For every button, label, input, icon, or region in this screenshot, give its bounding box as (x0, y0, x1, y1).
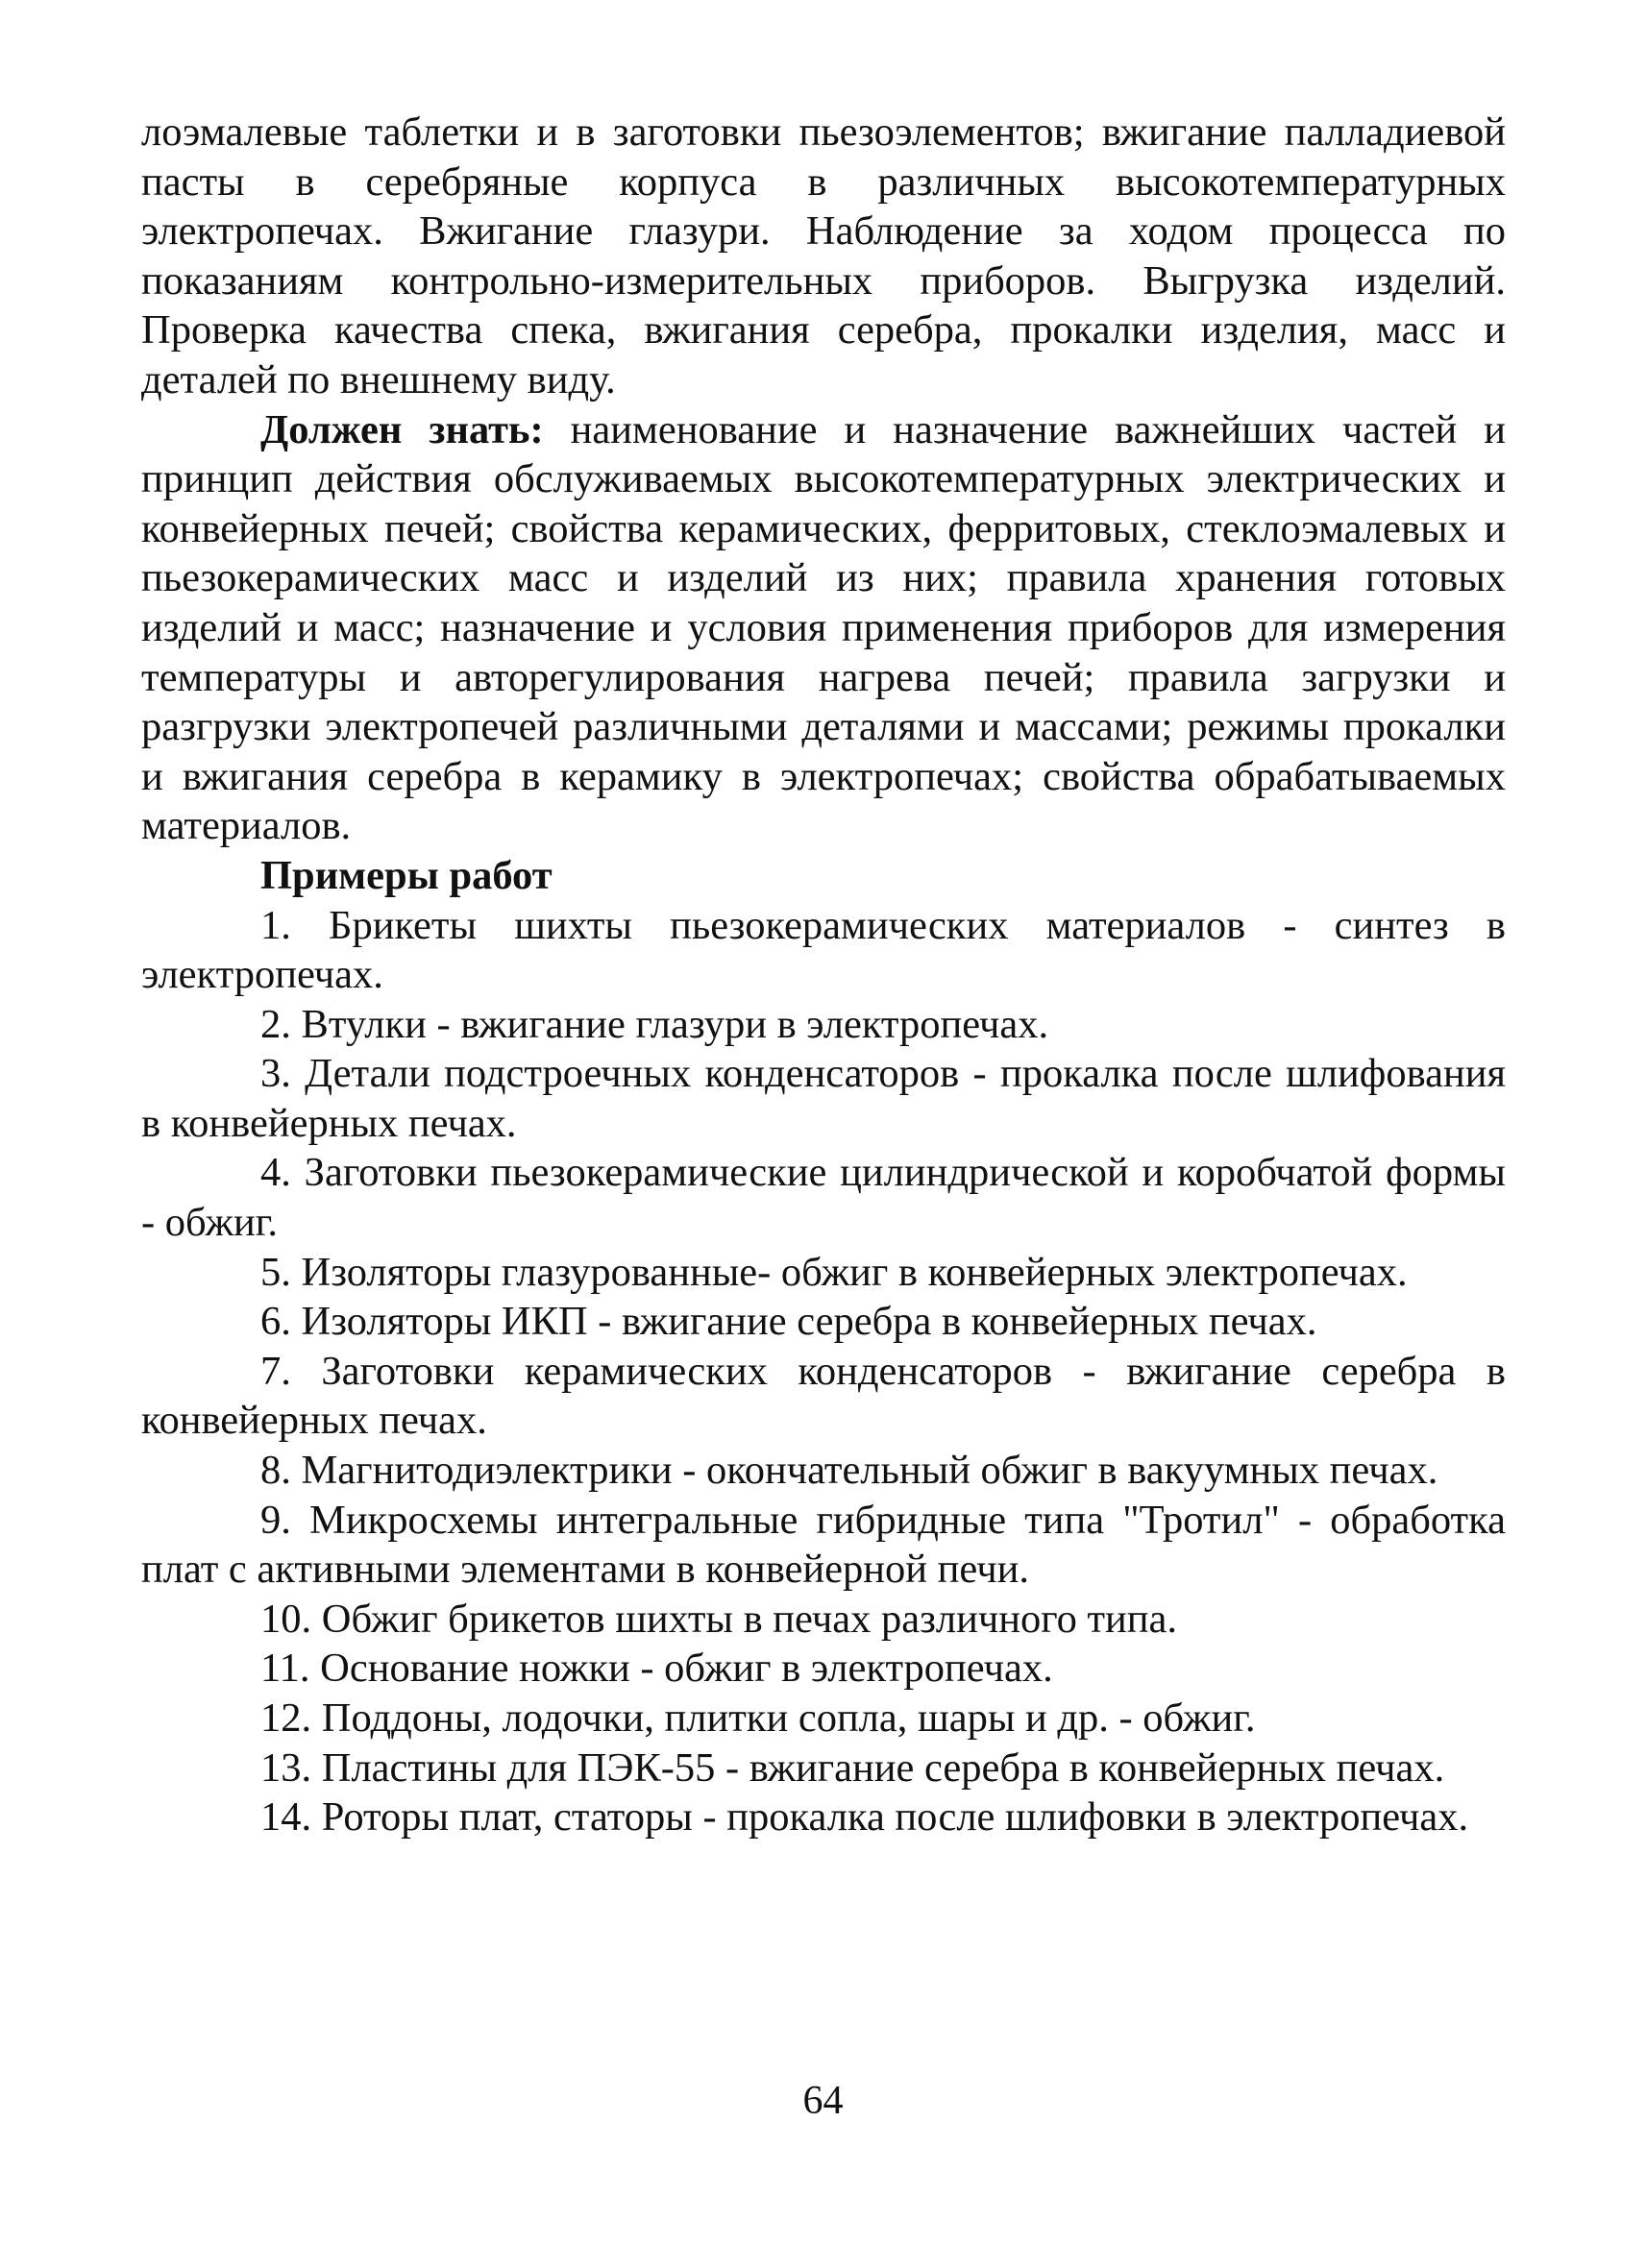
example-item: 14. Роторы плат, статоры - прокалка после шлифовки в электропечах. (260, 1794, 1469, 1841)
example-item: 7. Заготовки керамических конденсаторов - вжигание серебра в конвейерных печах. (141, 1348, 1506, 1444)
page-body (141, 108, 1506, 1842)
example-item: 6. Изоляторы ИКП - вжигание серебра в конвейерных печах. (260, 1299, 1317, 1345)
example-item: 8. Магнитодиэлектрики - окончательный обжиг в вакуумных печах. (260, 1448, 1438, 1494)
intro-paragraph: лоэмалевые таблетки и в заготовки пьезоэлементов; вжигание палладиевой пасты в серебряные корпуса в различных высокотемпературных электропечах. Вжигание глазури. Наблюдение за ходом процесса по показаниям контрольно-измерительных приборов. Выгрузка изделий. Проверка качества спека, вжигания серебра, прокалки изделия, масс и деталей по внешнему виду. (141, 110, 1506, 402)
must-know-paragraph (141, 405, 1506, 851)
example-item: 4. Заготовки пьезокерамические цилиндрической и коробчатой формы - обжиг. (141, 1150, 1506, 1246)
example-item: 13. Пластины для ПЭК-55 - вжигание серебра в конвейерных печах. (260, 1744, 1445, 1791)
example-item: 11. Основание ножки - обжиг в электропечах. (260, 1646, 1053, 1692)
must-know-label: Должен знать: (260, 406, 544, 452)
page-number: 64 (802, 2079, 844, 2123)
example-item: 12. Поддоны, лодочки, плитки сопла, шары и др. - обжиг. (260, 1695, 1256, 1741)
example-item: 9. Микросхемы интегральные гибридные типа "Тротил" - обработка плат с активными элементами в конвейерной печи. (141, 1497, 1506, 1593)
example-item: 3. Детали подстроечных конденсаторов - прокалка после шлифования в конвейерных печах. (141, 1051, 1506, 1146)
must-know-text: наименование и назначение важнейших частей и принцип действия обслуживаемых высокотемпературных электрических и конвейерных печей; свойства керамических, ферритовых, стеклоэмалевых и пьезокерамических масс и изделий из них; правила хранения готовых изделий и масс; назначение и условия применения приборов для измерения температуры и авторегулирования нагрева печей; правила загрузки и разгрузки электропечей различными деталями и массами; режимы прокалки и вжигания серебра в керамику в электропечах; свойства обрабатываемых материалов. (141, 406, 1507, 849)
example-item: 5. Изоляторы глазурованные- обжиг в конвейерных электропечах. (260, 1249, 1408, 1295)
example-item: 10. Обжиг брикетов шихты в печах различного типа. (260, 1596, 1177, 1642)
examples-heading: Примеры работ (260, 852, 553, 898)
example-item: 2. Втулки - вжигание глазури в электропечах. (260, 1001, 1049, 1047)
example-item: 1. Брикеты шихты пьезокерамических материалов - синтез в электропечах. (141, 902, 1506, 998)
